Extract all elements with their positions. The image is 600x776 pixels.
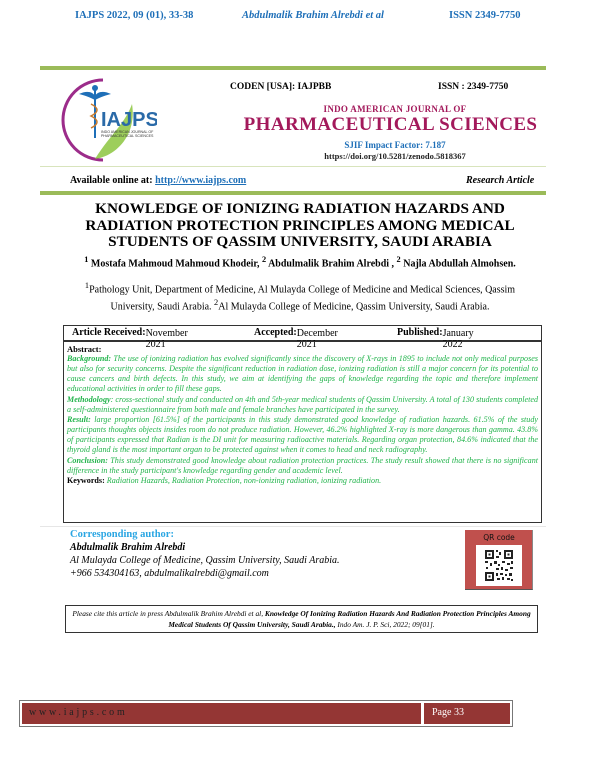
affiliation-text: Pathology Unit, Department of Medicine, Al Mulayda College of Medicine and Medical Sciences, Qassim University, Saudi Arabia. — [89, 284, 516, 313]
journal-title: PHARMACEUTICAL SCIENCES — [243, 114, 538, 135]
coden: CODEN [USA]: IAJPBB — [230, 82, 332, 92]
svg-text:INDO AMERICAN JOURNAL OF: INDO AMERICAN JOURNAL OF — [101, 130, 154, 134]
abstract-methodology: Methodology: cross-sectional study and conducted on 4th and 5th-year medical students of Qassim University. A total of 130 students completed a self-administered questionnaire from both male and female branches have participated in the survey. — [67, 394, 538, 414]
header-divider — [40, 66, 546, 70]
corresponding-author-affiliation: Al Mulayda College of Medicine, Qassim University, Saudi Arabia. — [70, 555, 340, 566]
svg-text:PHARMACEUTICAL SCIENCES: PHARMACEUTICAL SCIENCES — [101, 134, 154, 138]
qr-code-label: QR code — [483, 533, 515, 542]
journal-logo — [57, 74, 157, 164]
corresponding-author-contact[interactable]: +966 534304163, abdulmalikalrebdi@gmail.com — [70, 568, 269, 579]
doi-link[interactable]: https://doi.org/10.5281/zenodo.5818367 — [324, 151, 466, 161]
page-number: Page 33 — [432, 707, 464, 718]
page-footer — [19, 700, 513, 727]
affiliation-sup: 2 — [214, 297, 219, 307]
affiliation-text: Al Mulayda College of Medicine, Qassim University, Saudi Arabia. — [218, 301, 490, 313]
website-link[interactable]: http://www.iajps.com — [155, 175, 247, 186]
citation-prefix: Please cite this article in press Abdulmalik Brahim Alrebdi et al, — [72, 609, 265, 618]
author-list — [55, 254, 545, 271]
author-sup: 1 — [84, 255, 89, 264]
qr-code-icon[interactable] — [476, 545, 522, 586]
footer-url-cell — [22, 703, 421, 724]
affiliation-sup: 1 — [84, 281, 90, 290]
running-head-authors: Abdulmalik Brahim Alrebdi et al — [242, 10, 384, 21]
svg-text:IAJPS: IAJPS — [101, 109, 157, 131]
author-sup: 2 — [261, 255, 267, 264]
masthead-divider — [40, 166, 546, 167]
article-type: Research Article — [466, 175, 535, 186]
title-divider — [40, 191, 546, 195]
citation-suffix: Indo Am. J. P. Sci, 2022; 09[01]. — [335, 620, 435, 629]
qr-code-box — [465, 530, 533, 590]
running-head — [0, 10, 600, 24]
impact-factor: SJIF Impact Factor: 7.187 — [344, 140, 446, 150]
running-head-citation: IAJPS 2022, 09 (01), 33-38 — [75, 10, 194, 21]
abstract-box — [63, 341, 542, 523]
iajps-logo-icon — [57, 74, 157, 164]
author-name: Najla Abdullah Almohsen. — [403, 258, 516, 270]
footer-url[interactable]: www.iajps.com — [29, 707, 128, 718]
journal-subtitle: INDO AMERICAN JOURNAL OF — [323, 104, 467, 114]
corresponding-author-label: Corresponding author: — [70, 529, 174, 540]
citation-title: Knowledge Of Ionizing Radiation Hazards And Radiation Protection Principles Among Medical Students Of Qassim University, Saudi Arabia., — [168, 609, 531, 629]
affiliations — [65, 280, 535, 314]
abstract-result: Result: large proportion [61.5%] of the participants in this study demonstrated good knowledge of radiation hazards. 61.5% of the study participants thoughts objects insides room do not produce radiation. However, 46.2% highlighted X-ray is more dangerous than gamma. 43.8% of participants expressed that Radian is the DI unit for measuring radioactive materials. Regarding organ protection, 84.6% indicated that the thyroid gland is the most important organ to be protected against when it comes to head and neck radiography. — [67, 414, 538, 455]
corresponding-author-name: Abdulmalik Brahim Alrebdi — [70, 542, 186, 553]
abstract-keywords: Keywords: Radiation Hazards, Radiation Protection, non-ionizing radiation, ionizing radiation. — [67, 475, 382, 485]
author-name: Abdulmalik Brahim Alrebdi , — [268, 258, 397, 270]
accepted-date: Accepted: December 2021 — [254, 327, 338, 350]
footer-page-cell — [424, 703, 510, 724]
citation-box — [65, 605, 538, 633]
abstract-background: Background: The use of ionizing radiation has evolved significantly since the discovery of X-rays in 1895 to include not only medical purposes but also for security concerns. Despite the significant reduction in radiation dose, ionizing radiation is still a major concern for its potential to cause cancers and birth defects. In this study, we aim at identifying the gaps of knowledge regarding the topic and therefore implement educational activities in order to fill these gaps. — [67, 354, 538, 394]
received-date: Article Received: November 2021 — [72, 327, 188, 350]
availability-line — [70, 175, 246, 186]
masthead-issn: ISSN : 2349-7750 — [438, 82, 509, 92]
corresponding-divider — [40, 526, 546, 527]
running-head-issn: ISSN 2349-7750 — [449, 10, 521, 21]
article-title: KNOWLEDGE OF IONIZING RADIATION HAZARDS AND RADIATION PROTECTION PRINCIPLES AMONG MEDICAL STUDENTS OF QASSIM UNIVERSITY, SAUDI ARABIA — [85, 200, 515, 250]
published-date: Published: January 2022 — [397, 327, 474, 350]
abstract-conclusion: Conclusion: This study demonstrated good knowledge about radiation protection practices. The study result showed that there is no significant difference in the study participant's knowledge regarding gender and academic level. — [67, 455, 538, 475]
abstract-label: Abstract: — [67, 344, 102, 354]
availability-label: Available online at: — [70, 175, 156, 186]
author-name: Mostafa Mahmoud Mahmoud Khodeir, — [90, 258, 262, 270]
author-sup: 2 — [396, 255, 401, 264]
